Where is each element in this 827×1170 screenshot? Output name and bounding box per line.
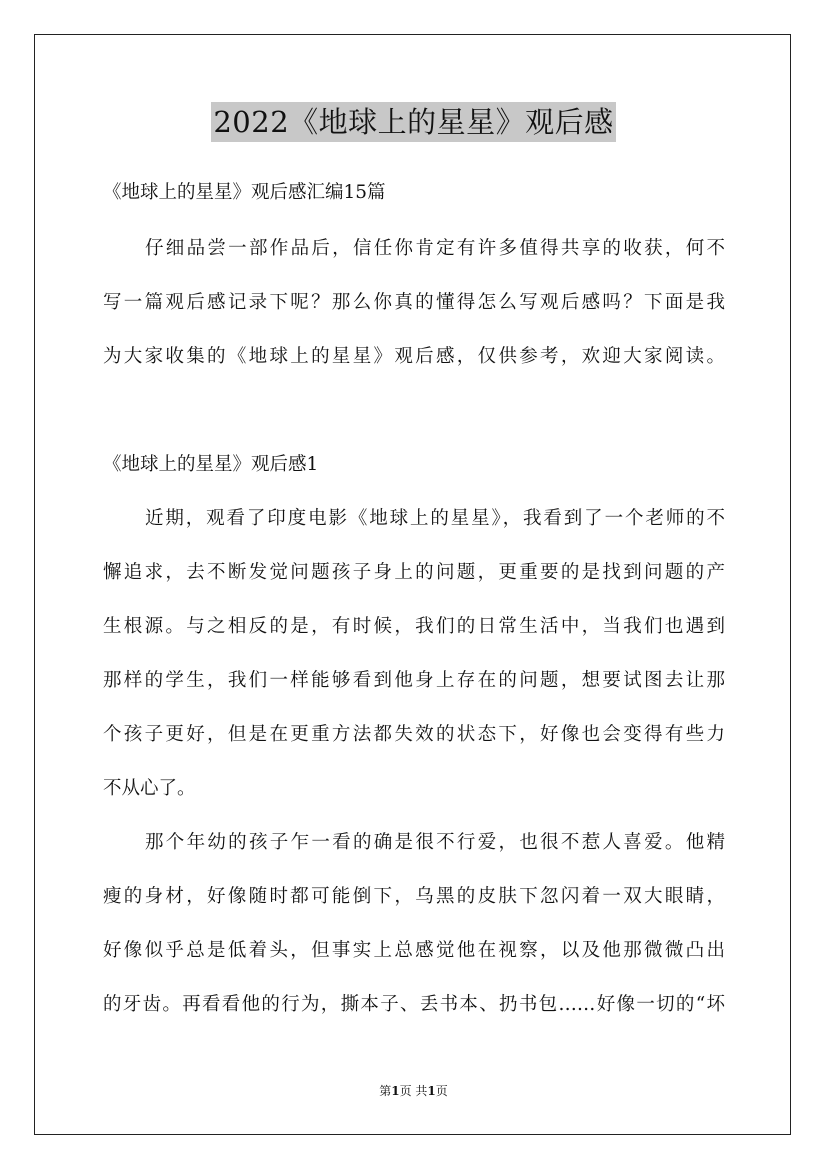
para1-line-6: 不从心了。: [103, 778, 196, 799]
intro-line-2: 写一篇观后感记录下呢？那么你真的懂得怎么写观后感吗？下面是我: [103, 292, 725, 313]
intro-line-1: 仔细品尝一部作品后，信任你肯定有许多值得共享的收获，何不: [145, 238, 725, 259]
page-footer: [0, 1083, 827, 1099]
intro-line-3: 为大家收集的《地球上的星星》观后感，仅供参考，欢迎大家阅读。: [103, 346, 725, 367]
title-container: [0, 102, 827, 142]
para2-line-3: 好像似乎总是低着头，但事实上总感觉他在视察，以及他那微微凸出: [103, 940, 725, 961]
para1-line-1: 近期，观看了印度电影《地球上的星星》，我看到了一个老师的不: [145, 508, 725, 529]
footer-prefix: 第: [379, 1084, 392, 1098]
para1-line-3: 生根源。与之相反的是，有时候，我们的日常生活中，当我们也遇到: [103, 616, 725, 637]
footer-total-pages: 1: [427, 1084, 436, 1098]
para1-line-4: 那样的学生，我们一样能够看到他身上存在的问题，想要试图去让那: [103, 670, 725, 691]
section-heading: 《地球上的星星》观后感1: [103, 454, 319, 475]
para2-line-4: 的牙齿。再看看他的行为，撕本子、丢书本、扔书包……好像一切的“坏: [103, 994, 725, 1015]
para2-line-2: 瘦的身材，好像随时都可能倒下，乌黑的皮肤下忽闪着一双大眼睛，: [103, 886, 725, 907]
document-subtitle: 《地球上的星星》观后感汇编15篇: [103, 182, 386, 203]
footer-suffix: 页: [435, 1084, 448, 1098]
footer-mid: 页 共: [399, 1084, 428, 1098]
para1-line-5: 个孩子更好，但是在更重方法都失效的状态下，好像也会变得有些力: [103, 724, 725, 745]
para1-line-2: 懈追求，去不断发觉问题孩子身上的问题，更重要的是找到问题的产: [103, 562, 725, 583]
document-title: 2022《地球上的星星》观后感: [211, 102, 615, 142]
para2-line-1: 那个年幼的孩子乍一看的确是很不行爱，也很不惹人喜爱。他精: [145, 832, 725, 853]
footer-page-number: 1: [391, 1084, 400, 1098]
